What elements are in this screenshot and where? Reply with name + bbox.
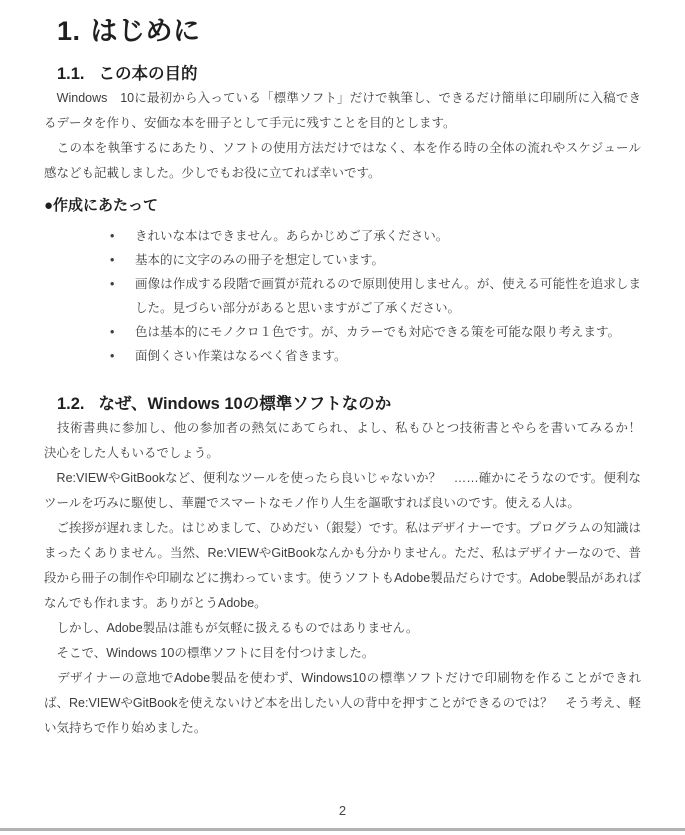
section-heading-1-1 [57,62,641,86]
list-item-text: 画像は作成する段階で画質が荒れるので原則使用しません。が、使える可能性を追求しました。見づらい部分があると思いますがご了承ください。 [135,277,641,315]
section-heading-1-2 [57,392,641,416]
bullet-icon: • [110,253,115,267]
page-number: 2 [338,803,347,818]
paragraph: そこで、Windows 10の標準ソフトに目を付つけました。 [44,646,375,660]
paragraph: この本を執筆するにあたり、ソフトの使用方法だけではなく、本を作る時の全体の流れやスケジュール感なども記載しました。少しでもお役に立てれば幸いです。 [44,141,641,180]
paragraph: Windows 10に最初から入っている「標準ソフト」だけで執筆し、できるだけ簡単に印刷所に入稿できるデータを作り、安価な本を冊子として手元に残すことを目的とします。 [44,91,641,130]
chapter-title: はじめに [90,16,201,46]
list-item-text: きれいな本はできません。あらかじめご了承ください。 [135,229,449,243]
list-item [110,224,641,248]
list-item [110,344,641,368]
chapter-heading [57,14,641,48]
bullet-icon: • [110,325,115,339]
section-number: 1.2. [57,395,85,413]
paragraph: Re:VIEWやGitBookなど、便利なツールを使ったら良いじゃないか？ ……確かにそうなのです。便利なツールを巧みに駆使し、華麗でスマートなモノ作り人生を謳歌すれば良いのです。使える人は。 [44,471,641,510]
paragraph: 技術書典に参加し、他の参加者の熱気にあてられ、よし、私もひとつ技術書とやらを書いてみるか！ 決心をした人もいるでしょう。 [44,421,654,460]
list-item-text: 面倒くさい作業はなるべく省きます。 [135,349,347,363]
notes-list [44,224,641,368]
section-title: なぜ、Windows 10の標準ソフトなのか [98,395,392,413]
page-bottom-edge [0,828,685,831]
section-title: この本の目的 [98,65,198,83]
section-number: 1.1. [57,65,85,83]
list-item [110,320,641,344]
notes-heading: ●作成にあたって [44,197,159,214]
list-item [110,248,641,272]
bullet-icon: • [110,277,115,291]
list-item-text: 色は基本的にモノクロ１色です。が、カラーでも対応できる策を可能な限り考えます。 [135,325,621,339]
chapter-number: 1. [57,16,81,46]
paragraph: ご挨拶が遅れました。はじめまして、ひめだい（銀髪）です。私はデザイナーです。プログラムの知識はまったくありません。当然、Re:VIEWやGitBookなんかも分かりません。ただ、私はデザイナーなので、普段から冊子の制作や印刷などに携わっています。使うソフトもAdobe製品だらけです。Adobe製品があればなんでも作れます。ありがとうAdobe。 [44,521,641,610]
list-item-text: 基本的に文字のみの冊子を想定しています。 [135,253,385,267]
list-item [110,272,641,320]
bullet-icon: • [110,229,115,243]
paragraph: しかし、Adobe製品は誰もが気軽に扱えるものではありません。 [44,621,419,635]
paragraph: デザイナーの意地でAdobe製品を使わず、Windows10の標準ソフトだけで印刷物を作ることができれば、Re:VIEWやGitBookを使えないけど本を出したい人の背中を押すことができるのでは？ そう考え、軽い気持ちで作り始めました。 [44,671,641,735]
bullet-icon: • [110,349,115,363]
